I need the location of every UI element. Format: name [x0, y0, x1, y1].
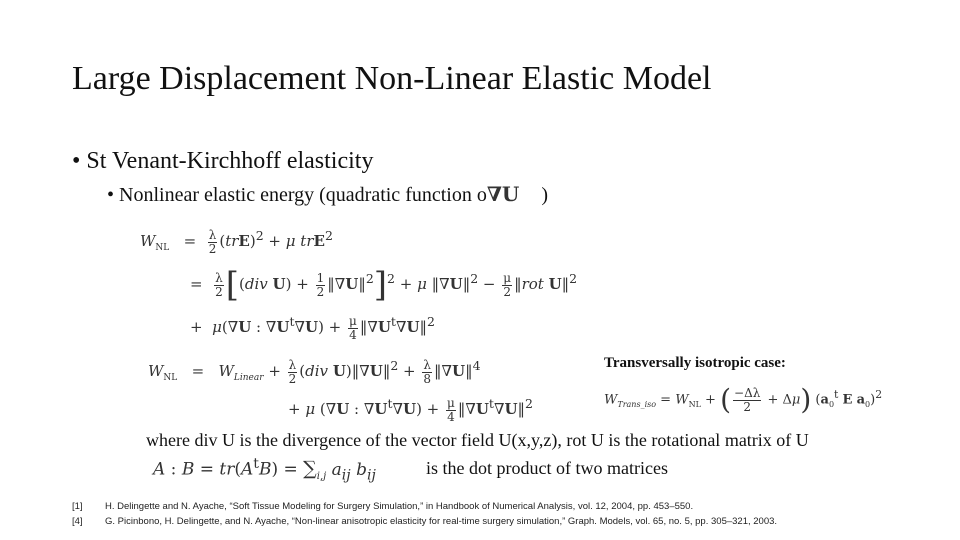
- where-explanation: where div U is the divergence of the vector field U(x,y,z), rot U is the rotational matrix of U: [146, 430, 809, 450]
- equation-wnl-line2: = $\frac{\lambda}{2}$ [(div U) + $\frac{1}{2}$ ‖∇U‖$^2$]$^2$ + μ ‖∇U‖$^2$ − $\frac{\mu}{2}$ ‖rot U‖$^2$: [190, 265, 578, 305]
- equation-dot-product: A : $B = tr(A^tB) = \sum_{i,j}$ $a_{ij}$ $b_{ij}$: [153, 456, 376, 484]
- slide-title: Large Displacement Non-Linear Elastic Model: [72, 60, 712, 97]
- equation-wnl-line3: + μ(∇U : $\nabla U^t\nabla U$) + $\frac{\mu}{4}$ $‖\nabla U^t\nabla U‖^2$: [190, 313, 435, 342]
- dot-product-text: is the dot product of two matrices: [426, 458, 668, 478]
- equation-wnl-linear-line2: + μ (∇U : $\nabla U^t\nabla U$) + $\frac{\mu}{4}$ $‖\nabla U^t\nabla U‖^2$: [288, 395, 533, 424]
- transverse-case-label: Transversally isotropic case:: [604, 355, 786, 371]
- equation-wnl-linear: $W_{NL} = W_{Linear}$ + $\frac{\lambda}{2}$ (div U)‖∇U‖$^2$ + $\frac{\lambda}{8}$ ‖∇U‖$^4$: [148, 357, 481, 386]
- bullet1-text: St Venant-Kirchhoff elasticity: [86, 148, 374, 174]
- equation-wnl-line1: $W_{NL}$ = $\frac{\lambda}{2}$ (trE)$^2$ + μ trE$^2$: [140, 227, 333, 256]
- ref-text-4: G. Picinbono, H. Delingette, and N. Ayache, “Non-linear anisotropic elasticity for real-time surgery simulation,” Graph. Models, vol. 65, no. 5, pp. 305–321, 2003.: [105, 516, 778, 527]
- equation-transverse: $W_{Trans\_iso} = W_{NL}$ + ( $\frac{-\Delta\lambda}{2}$ + Δμ) ($a_0^t$ E $a_0)^2$: [604, 383, 883, 416]
- bullet-nonlinear-energy: • Nonlinear elastic energy (quadratic function o∇U ): [107, 182, 549, 206]
- ref-number-1: [1]: [72, 501, 83, 512]
- bullet-venant-kirchhoff: • St Venant-Kirchhoff elasticity: [72, 148, 374, 174]
- bullet2-text: Nonlinear elastic energy (quadratic function o: [119, 184, 487, 206]
- ref-text-1: H. Delingette and N. Ayache, “Soft Tissue Modeling for Surgery Simulation,” in Handbook of Numerical Analysis, vol. 12, 2004, pp. 453–550.: [105, 501, 694, 512]
- ref-number-4: [4]: [72, 516, 83, 527]
- grad-u-symbol: ∇U: [486, 182, 520, 206]
- bullet2-end: ): [541, 184, 549, 206]
